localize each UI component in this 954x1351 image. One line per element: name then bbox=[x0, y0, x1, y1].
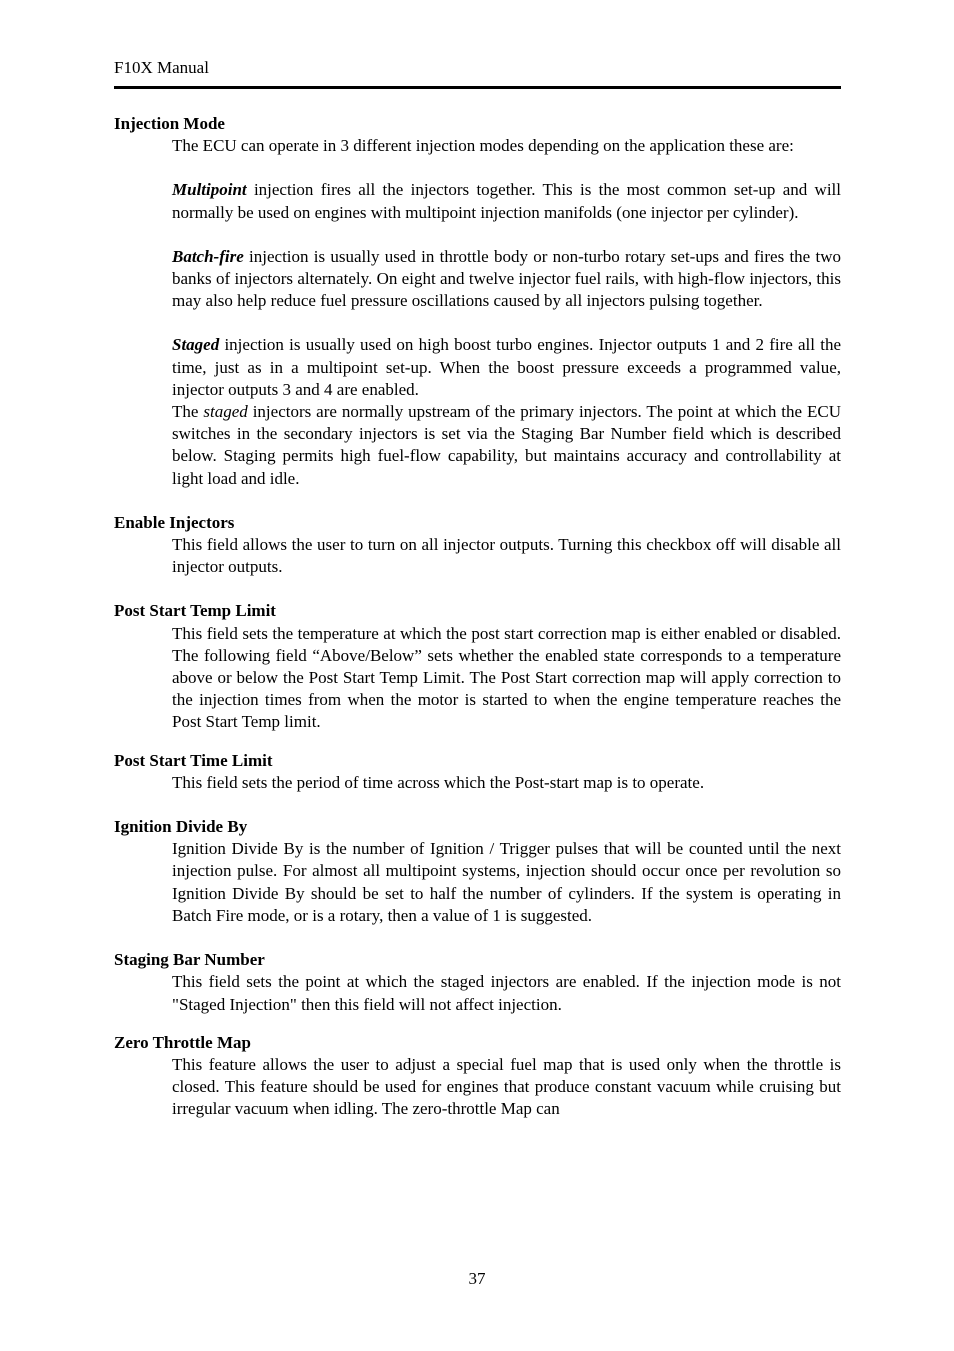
running-header: F10X Manual bbox=[114, 58, 209, 77]
term-batch-fire: Batch-fire bbox=[172, 246, 244, 266]
paragraph: Ignition Divide By is the number of Ignition / Trigger pulses that will be counted until the next injection pulse. For almost all multipoint systems, injection should occur once per revolution so Ignition Divide By should be set to half the number of cylinders. If the system is operating in Batch Fire mode, or is a rotary, then a value of 1 is suggested. bbox=[172, 839, 841, 925]
section-heading: Injection Mode bbox=[114, 114, 225, 133]
section-body bbox=[172, 772, 841, 794]
section-injection-mode bbox=[114, 113, 841, 490]
section-post-start-temp-limit bbox=[114, 600, 841, 733]
paragraph-multipoint bbox=[172, 179, 841, 223]
section-heading: Post Start Time Limit bbox=[114, 750, 273, 770]
term-staged: Staged bbox=[172, 335, 220, 355]
paragraph-text: injection is usually used in throttle body or non-turbo rotary set-ups and fires the two banks of injectors alternately. On eight and twelve injector fuel rails, with high-flow injectors, this may also help reduce fuel pressure oscillations caused by all injectors pulsing together. bbox=[172, 246, 841, 311]
paragraph-intro: The ECU can operate in 3 different injection modes depending on the application these are: bbox=[172, 136, 794, 156]
section-ignition-divide-by bbox=[114, 816, 841, 927]
section-staging-bar-number bbox=[114, 949, 841, 1016]
paragraph-staged-note bbox=[172, 401, 841, 490]
section-enable-injectors bbox=[114, 512, 841, 579]
section-body bbox=[172, 838, 841, 927]
section-heading: Zero Throttle Map bbox=[114, 1032, 251, 1052]
paragraph-text: injection fires all the injectors together. This is the most common set-up and will normally be used on engines with multipoint injection manifolds (one injector per cylinder). bbox=[172, 180, 841, 222]
paragraph-text: injectors are normally upstream of the primary injectors. The point at which the ECU switches in the secondary injectors is set via the Staging Bar Number field which is described below. Staging permits high fuel-flow capability, but maintains accuracy and controllability at light load and idle. bbox=[172, 402, 841, 488]
paragraph: This field allows the user to turn on all injector outputs. Turning this checkbox off will disable all injector outputs. bbox=[172, 535, 841, 577]
section-zero-throttle-map bbox=[114, 1032, 841, 1121]
section-heading: Post Start Temp Limit bbox=[114, 601, 276, 621]
section-post-start-time-limit bbox=[114, 750, 841, 794]
paragraph-text: injection is usually used on high boost turbo engines. Injector outputs 1 and 2 fire all the time, just as in a multipoint set-up. When the boost pressure exceeds a programmed value, injector outputs 3 and 4 are enabled. bbox=[172, 335, 841, 399]
section-body bbox=[172, 534, 841, 578]
paragraph-staged bbox=[172, 334, 841, 401]
page-number: 37 bbox=[468, 1269, 486, 1288]
section-body bbox=[172, 971, 841, 1015]
text-prefix: The bbox=[172, 402, 204, 422]
paragraph: This field sets the temperature at which the post start correction map is either enabled or disabled. The following field “Above/Below” sets whether the enabled state corresponds to a temperature above or below the Post Start Temp Limit. The Post Start correction map will apply correction to the injection times from when the motor is started to when the engine temperature reaches the Post Start Temp limit. bbox=[172, 623, 841, 732]
page-content bbox=[114, 113, 841, 1143]
section-body bbox=[172, 1054, 841, 1121]
paragraph: This field sets the point at which the staged injectors are enabled. If the injection mode is not "Staged Injection" then this field will not affect injection. bbox=[172, 972, 841, 1014]
section-body bbox=[172, 135, 841, 490]
section-body bbox=[172, 623, 841, 734]
header-divider bbox=[114, 86, 841, 89]
section-heading: Ignition Divide By bbox=[114, 817, 248, 837]
paragraph: This field sets the period of time across which the Post-start map is to operate. bbox=[172, 772, 705, 792]
paragraph-batch-fire bbox=[172, 246, 841, 313]
term-multipoint: Multipoint bbox=[172, 180, 247, 200]
section-heading: Staging Bar Number bbox=[114, 950, 265, 970]
paragraph: This feature allows the user to adjust a special fuel map that is used only when the throttle is closed. This feature should be used for engines that produce constant vacuum while cruising but irregular vacuum when idling. The zero-throttle Map can bbox=[172, 1054, 841, 1119]
term-staged-italic: staged bbox=[203, 402, 248, 422]
section-heading: Enable Injectors bbox=[114, 512, 235, 532]
